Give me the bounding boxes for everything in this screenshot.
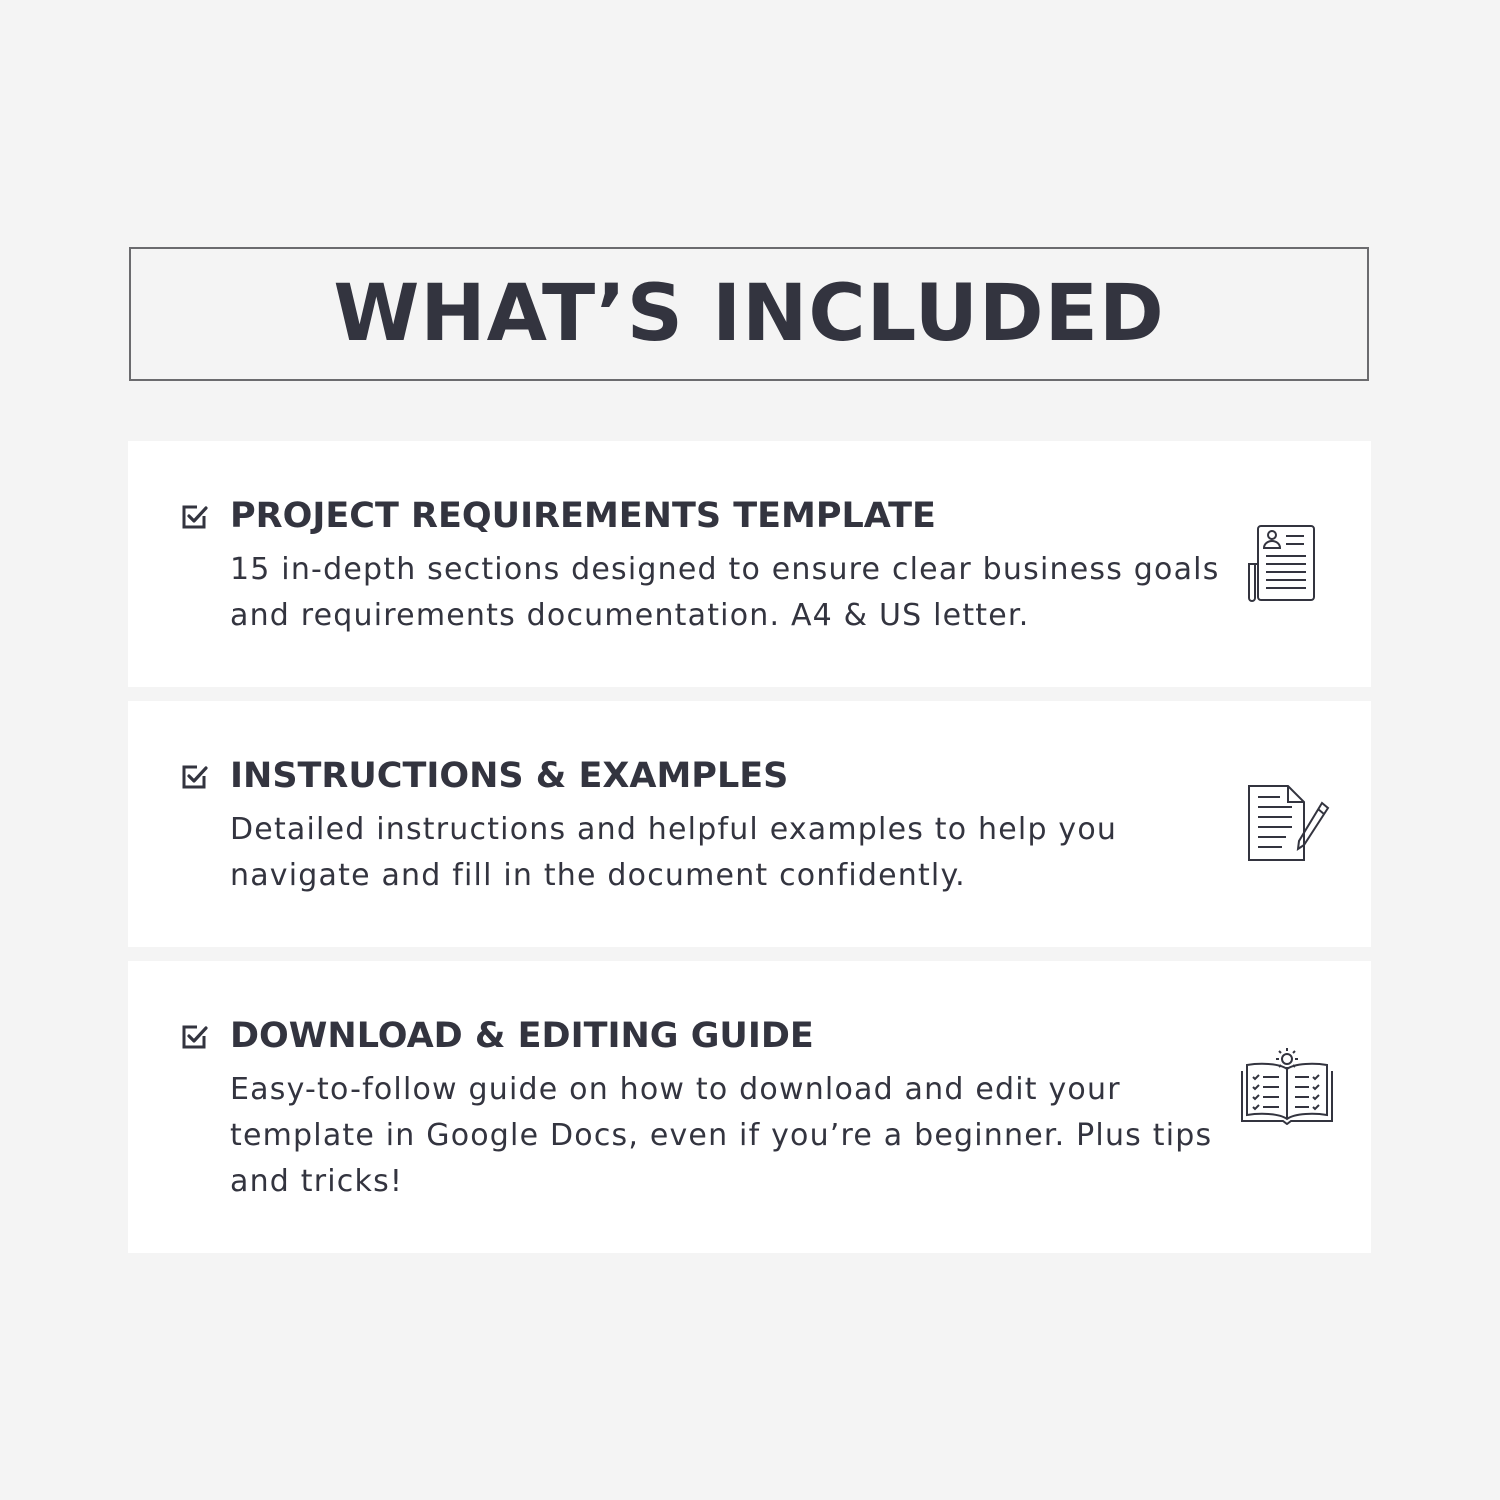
item-heading: DOWNLOAD & EDITING GUIDE — [230, 1016, 814, 1056]
included-item-card — [128, 441, 1371, 687]
item-heading: PROJECT REQUIREMENTS TEMPLATE — [230, 496, 936, 536]
item-description: Detailed instructions and helpful examples to help you navigate and fill in the document confidently. — [230, 812, 1118, 893]
page-title: WHAT’S INCLUDED — [333, 269, 1165, 359]
included-item-card — [128, 961, 1371, 1253]
included-item-card — [128, 701, 1371, 947]
item-description: Easy-to-follow guide on how to download and edit your template in Google Docs, even if you’re a beginner. Plus tips and tricks! — [230, 1072, 1213, 1199]
guide-book-gear-icon — [1239, 1045, 1335, 1125]
checkbox-checked-icon — [180, 1023, 208, 1051]
checkbox-checked-icon — [180, 763, 208, 791]
resume-document-icon — [1246, 524, 1318, 604]
document-pencil-icon — [1246, 783, 1332, 863]
item-heading: INSTRUCTIONS & EXAMPLES — [230, 756, 789, 796]
checkbox-checked-icon — [180, 503, 208, 531]
item-description: 15 in-depth sections designed to ensure clear business goals and requirements documentation. A4 & US letter. — [230, 552, 1220, 633]
title-box — [129, 247, 1369, 381]
